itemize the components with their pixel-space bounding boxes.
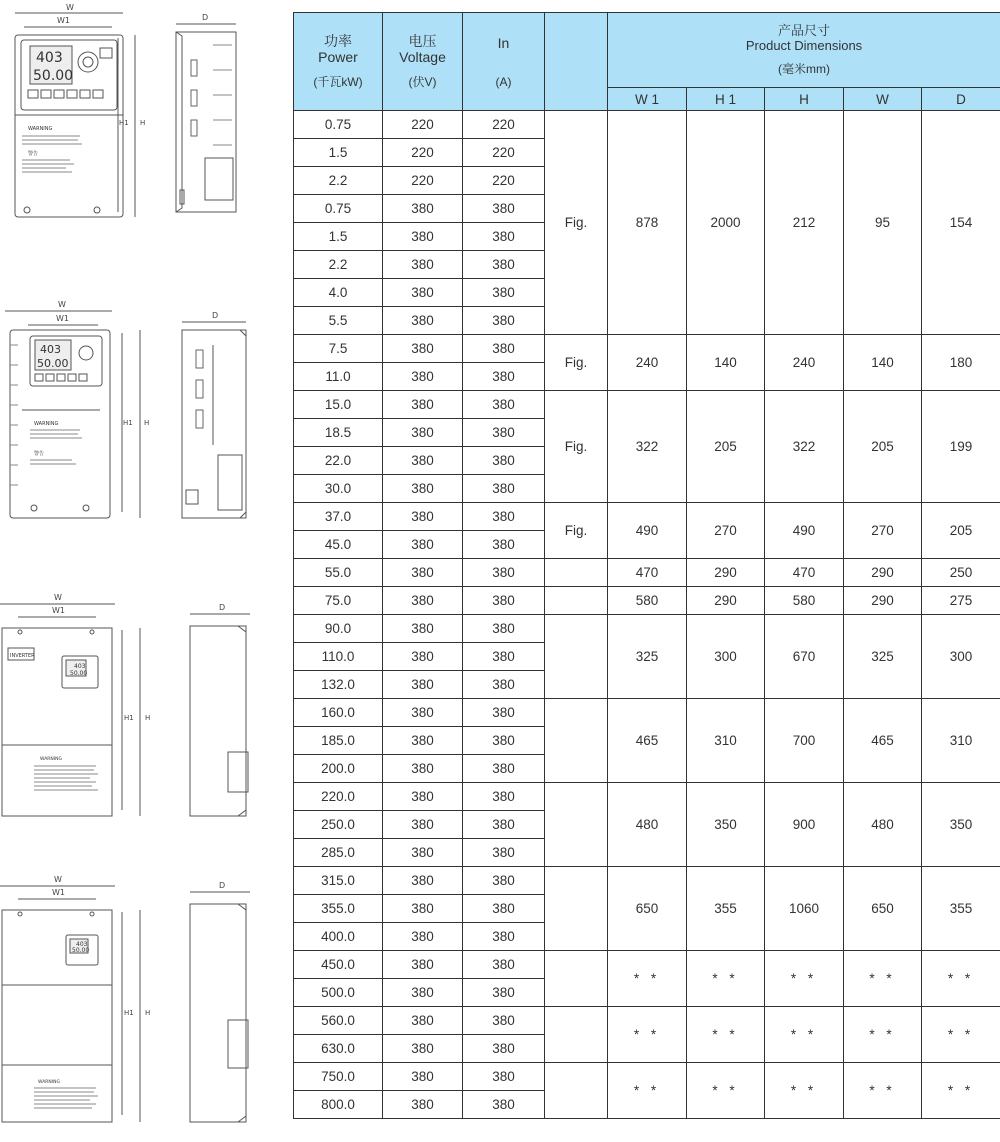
header-current: In (A) [463,13,545,111]
cell-current: 380 [463,979,545,1007]
cell-current: 380 [463,895,545,923]
cell-voltage: 380 [383,923,463,951]
cell-dim-d: 355 [922,867,1000,951]
cell-dim-w: 95 [844,111,922,335]
cell-voltage: 380 [383,195,463,223]
cell-voltage: 380 [383,475,463,503]
warn-label: WARNING [28,126,53,132]
cell-figure [545,699,608,783]
drawing-1-front [15,3,145,217]
cell-dim-w: 650 [844,867,922,951]
cell-dim-w: * * [844,1007,922,1063]
cell-power: 2.2 [294,167,383,195]
warn-label: WARNING [34,421,59,427]
h1-label: H1 [123,419,133,427]
table-row [294,587,1000,615]
warn-cn-label: 警告 [28,151,39,157]
cell-dim-h1: 140 [687,335,765,391]
plate-label: INVERTER [10,653,35,659]
cell-power: 45.0 [294,531,383,559]
cell-dim-w1: 480 [608,783,687,867]
cell-power: 315.0 [294,867,383,895]
cell-voltage: 380 [383,979,463,1007]
h-label: H [145,714,151,722]
cell-current: 380 [463,391,545,419]
header-h1: H 1 [687,88,765,111]
cell-dim-w: 480 [844,783,922,867]
cell-current: 380 [463,363,545,391]
w-label: W [54,875,62,884]
cell-power: 37.0 [294,503,383,531]
cell-dim-w1: * * [608,1063,687,1119]
header-d: D [922,88,1000,111]
cell-dim-h: 470 [765,559,844,587]
cell-dim-w1: 580 [608,587,687,615]
cell-dim-w: 205 [844,391,922,503]
h1-label: H1 [124,1009,134,1017]
cell-dim-w: * * [844,951,922,1007]
cell-dim-h1: 290 [687,559,765,587]
cell-voltage: 380 [383,419,463,447]
cell-current: 380 [463,587,545,615]
cell-power: 160.0 [294,699,383,727]
cell-dim-h1: 310 [687,699,765,783]
cell-power: 22.0 [294,447,383,475]
drawing-3-side [190,603,250,816]
cell-dim-h1: 2000 [687,111,765,335]
cell-current: 380 [463,251,545,279]
cell-dim-d: * * [922,1063,1000,1119]
cell-dim-h: 212 [765,111,844,335]
cell-power: 110.0 [294,643,383,671]
cell-current: 380 [463,1091,545,1119]
w-label: W [54,593,62,602]
drawing-2-side [182,311,246,518]
cell-voltage: 380 [383,559,463,587]
table-row [294,615,1000,643]
cell-current: 380 [463,783,545,811]
cell-dim-d: 199 [922,391,1000,503]
cell-current: 380 [463,923,545,951]
cell-power: 55.0 [294,559,383,587]
cell-dim-h: 1060 [765,867,844,951]
cell-dim-w: 140 [844,335,922,391]
table-row [294,559,1000,587]
cell-figure: Fig. [545,335,608,391]
cell-power: 7.5 [294,335,383,363]
disp2-label: 50.00 [33,68,74,84]
cell-figure [545,1063,608,1119]
cell-voltage: 380 [383,223,463,251]
cell-power: 560.0 [294,1007,383,1035]
header-h: H [765,88,844,111]
cell-current: 380 [463,951,545,979]
cell-voltage: 380 [383,755,463,783]
header-power: 功率 Power (千瓦kW) [294,13,383,111]
cell-voltage: 380 [383,643,463,671]
cell-current: 380 [463,811,545,839]
table-row [294,111,1000,139]
d-label: D [219,881,226,890]
h-label: H [144,419,150,427]
cell-power: 800.0 [294,1091,383,1119]
cell-power: 5.5 [294,307,383,335]
disp1-label: 403 [36,50,63,66]
cell-current: 380 [463,531,545,559]
header-voltage: 电压 Voltage (伏V) [383,13,463,111]
spec-table [293,12,1000,1119]
spec-table-body [294,111,1000,1119]
cell-power: 4.0 [294,279,383,307]
cell-figure [545,867,608,951]
drawing-4-front [0,875,150,1122]
cell-dim-h1: * * [687,1063,765,1119]
cell-current: 220 [463,111,545,139]
w-label: W [58,300,66,309]
cell-voltage: 380 [383,447,463,475]
cell-dim-w1: * * [608,1007,687,1063]
table-row [294,951,1000,979]
w1-label: W1 [52,606,65,615]
cell-dim-w1: 470 [608,559,687,587]
cell-current: 380 [463,195,545,223]
cell-power: 30.0 [294,475,383,503]
cell-voltage: 380 [383,1007,463,1035]
w-label: W [66,3,74,12]
cell-power: 0.75 [294,195,383,223]
cell-dim-w: 465 [844,699,922,783]
cell-dim-h: 240 [765,335,844,391]
cell-voltage: 380 [383,1035,463,1063]
disp2-label: 50.00 [37,357,69,370]
cell-current: 380 [463,1063,545,1091]
cell-current: 380 [463,223,545,251]
cell-power: 18.5 [294,419,383,447]
cell-figure [545,615,608,699]
cell-current: 220 [463,139,545,167]
cell-power: 750.0 [294,1063,383,1091]
header-w: W [844,88,922,111]
cell-power: 500.0 [294,979,383,1007]
d-label: D [202,13,209,22]
cell-current: 380 [463,1035,545,1063]
cell-dim-h: 670 [765,615,844,699]
cell-current: 380 [463,475,545,503]
cell-power: 355.0 [294,895,383,923]
cell-dim-w1: 322 [608,391,687,503]
cell-dim-d: 205 [922,503,1000,559]
drawing-3-front [0,593,150,816]
cell-current: 380 [463,699,545,727]
cell-current: 380 [463,307,545,335]
cell-current: 380 [463,867,545,895]
cell-dim-w: * * [844,1063,922,1119]
w1-label: W1 [56,314,69,323]
disp2-label: 50.00 [70,670,88,677]
table-row [294,1007,1000,1035]
cell-voltage: 380 [383,783,463,811]
drawings-panel [0,0,290,1142]
table-row [294,391,1000,419]
cell-dim-d: 154 [922,111,1000,335]
cell-power: 450.0 [294,951,383,979]
cell-voltage: 380 [383,335,463,363]
cell-figure [545,587,608,615]
cell-dim-w: 270 [844,503,922,559]
h1-label: H1 [119,119,129,127]
cell-voltage: 220 [383,111,463,139]
h1-label: H1 [124,714,134,722]
cell-power: 0.75 [294,111,383,139]
cell-current: 380 [463,559,545,587]
cell-voltage: 380 [383,867,463,895]
cell-current: 380 [463,643,545,671]
table-row [294,335,1000,363]
header-dimensions: 产品尺寸 Product Dimensions (毫米mm) [608,13,1000,88]
h-label: H [140,119,146,127]
disp2-label: 50.00 [72,947,90,954]
inverter-drawings [0,0,290,1142]
cell-current: 380 [463,279,545,307]
cell-voltage: 380 [383,895,463,923]
w1-label: W1 [52,888,65,897]
cell-power: 132.0 [294,671,383,699]
cell-current: 380 [463,727,545,755]
cell-voltage: 380 [383,727,463,755]
cell-voltage: 380 [383,279,463,307]
cell-figure: Fig. [545,391,608,503]
cell-dim-w1: 465 [608,699,687,783]
cell-voltage: 220 [383,167,463,195]
cell-voltage: 380 [383,615,463,643]
cell-dim-h1: 355 [687,867,765,951]
cell-dim-h: 700 [765,699,844,783]
cell-current: 380 [463,419,545,447]
cell-voltage: 380 [383,363,463,391]
warn-label: WARNING [40,757,62,762]
cell-current: 380 [463,839,545,867]
cell-voltage: 380 [383,951,463,979]
cell-dim-w1: 650 [608,867,687,951]
cell-dim-h1: 205 [687,391,765,503]
cell-dim-d: 310 [922,699,1000,783]
cell-power: 285.0 [294,839,383,867]
warn-label: WARNING [38,1080,60,1085]
d-label: D [212,311,219,320]
cell-figure: Fig. [545,503,608,559]
drawing-1-side [176,13,236,212]
cell-dim-w1: 325 [608,615,687,699]
table-row [294,783,1000,811]
cell-dim-h: 900 [765,783,844,867]
cell-power: 15.0 [294,391,383,419]
cell-figure [545,559,608,587]
cell-current: 220 [463,167,545,195]
cell-voltage: 380 [383,1063,463,1091]
cell-dim-h: * * [765,951,844,1007]
cell-dim-h: 580 [765,587,844,615]
d-label: D [219,603,226,612]
cell-dim-d: 300 [922,615,1000,699]
cell-dim-h1: 350 [687,783,765,867]
cell-current: 380 [463,1007,545,1035]
cell-dim-h1: 290 [687,587,765,615]
cell-voltage: 380 [383,587,463,615]
cell-voltage: 380 [383,531,463,559]
cell-voltage: 380 [383,839,463,867]
cell-voltage: 380 [383,503,463,531]
cell-figure [545,951,608,1007]
disp1-label: 403 [40,343,61,356]
cell-dim-d: 350 [922,783,1000,867]
drawing-4-side [190,881,250,1122]
cell-power: 11.0 [294,363,383,391]
cell-power: 1.5 [294,223,383,251]
cell-current: 380 [463,671,545,699]
w1-label: W1 [57,16,70,25]
cell-dim-h1: * * [687,1007,765,1063]
cell-power: 200.0 [294,755,383,783]
cell-dim-w: 290 [844,587,922,615]
cell-current: 380 [463,335,545,363]
cell-dim-w1: 240 [608,335,687,391]
disp1-label: 403 [76,941,88,948]
cell-power: 1.5 [294,139,383,167]
cell-power: 630.0 [294,1035,383,1063]
warn-cn-label: 警告 [34,451,45,457]
cell-figure [545,783,608,867]
cell-voltage: 380 [383,251,463,279]
cell-dim-w: 290 [844,559,922,587]
disp1-label: 403 [74,663,86,670]
cell-power: 220.0 [294,783,383,811]
cell-dim-w: 325 [844,615,922,699]
table-row [294,867,1000,895]
cell-current: 380 [463,755,545,783]
cell-current: 380 [463,503,545,531]
header-figure [545,13,608,111]
cell-dim-h: * * [765,1007,844,1063]
cell-dim-w1: 878 [608,111,687,335]
cell-dim-w1: 490 [608,503,687,559]
header-w1: W 1 [608,88,687,111]
cell-dim-d: 250 [922,559,1000,587]
cell-power: 90.0 [294,615,383,643]
cell-dim-h: 490 [765,503,844,559]
table-row [294,503,1000,531]
cell-dim-h1: 300 [687,615,765,699]
cell-dim-d: * * [922,1007,1000,1063]
cell-power: 75.0 [294,587,383,615]
cell-power: 400.0 [294,923,383,951]
table-row [294,699,1000,727]
cell-dim-h: 322 [765,391,844,503]
cell-dim-d: 275 [922,587,1000,615]
cell-dim-w1: * * [608,951,687,1007]
cell-power: 185.0 [294,727,383,755]
cell-voltage: 380 [383,307,463,335]
h-label: H [145,1009,151,1017]
cell-current: 380 [463,447,545,475]
cell-power: 2.2 [294,251,383,279]
cell-figure: Fig. [545,111,608,335]
cell-voltage: 380 [383,699,463,727]
cell-dim-h1: 270 [687,503,765,559]
cell-current: 380 [463,615,545,643]
cell-dim-h: * * [765,1063,844,1119]
cell-voltage: 380 [383,1091,463,1119]
cell-voltage: 380 [383,811,463,839]
cell-power: 250.0 [294,811,383,839]
cell-dim-h1: * * [687,951,765,1007]
cell-voltage: 380 [383,391,463,419]
cell-dim-d: * * [922,951,1000,1007]
cell-voltage: 220 [383,139,463,167]
drawing-2-front [5,300,149,518]
cell-figure [545,1007,608,1063]
cell-voltage: 380 [383,671,463,699]
table-row [294,1063,1000,1091]
cell-dim-d: 180 [922,335,1000,391]
